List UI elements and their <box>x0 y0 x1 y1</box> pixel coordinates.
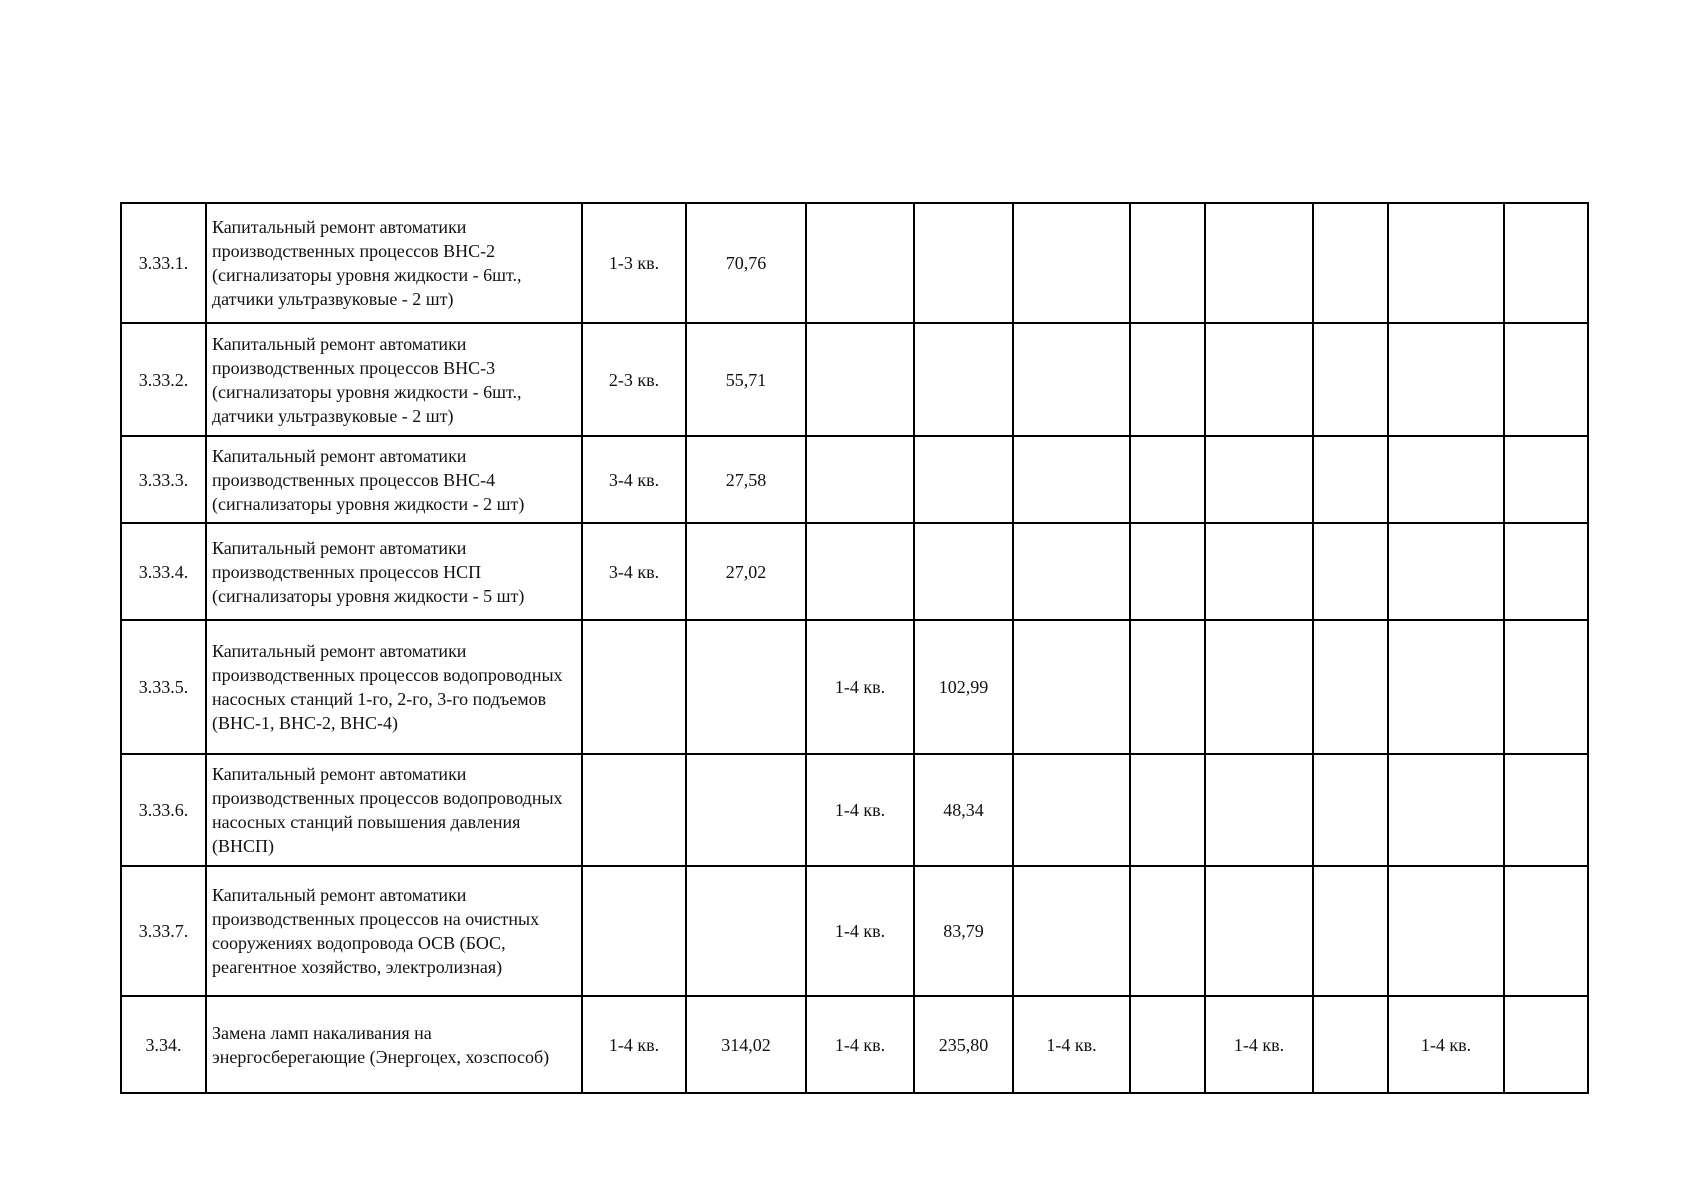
work-description-text: Капитальный ремонт автоматики производственных процессов водопроводных насосных станций 1-го, 2-го, 3-го подъемов (ВНС-1, ВНС-2, ВНС-4) <box>212 641 563 733</box>
value-cell <box>1504 996 1588 1093</box>
value-cell <box>1205 866 1313 996</box>
table-row <box>121 996 1588 1093</box>
value-cell <box>1205 523 1313 620</box>
value-cell <box>1313 523 1388 620</box>
value-cell <box>1313 996 1388 1093</box>
value-cell: 27,58 <box>686 436 806 523</box>
value-cell: 1-4 кв. <box>1388 996 1504 1093</box>
value-cell <box>914 203 1013 323</box>
value-cell: 1-4 кв. <box>1205 996 1313 1093</box>
value-cell <box>1013 203 1130 323</box>
value-cell: 3-4 кв. <box>582 436 686 523</box>
value-cell <box>1388 866 1504 996</box>
table-row <box>121 754 1588 866</box>
value-cell <box>1130 996 1205 1093</box>
value-cell <box>1205 754 1313 866</box>
value-cell <box>1013 523 1130 620</box>
row-number-cell: 3.34. <box>121 996 206 1093</box>
value-cell <box>1388 436 1504 523</box>
table-row <box>121 620 1588 754</box>
value-cell <box>914 436 1013 523</box>
value-cell <box>1013 323 1130 436</box>
value-cell <box>1205 620 1313 754</box>
value-cell <box>806 523 914 620</box>
table-row <box>121 436 1588 523</box>
value-cell: 102,99 <box>914 620 1013 754</box>
value-cell: 1-4 кв. <box>806 866 914 996</box>
work-description-text: Капитальный ремонт автоматики производственных процессов ВНС-2 (сигнализаторы уровня жидкости - 6шт., датчики ультразвуковые - 2 шт) <box>212 217 522 309</box>
value-cell: 1-4 кв. <box>806 620 914 754</box>
row-number-cell: 3.33.3. <box>121 436 206 523</box>
value-cell <box>686 754 806 866</box>
value-cell <box>1013 620 1130 754</box>
value-cell <box>1205 436 1313 523</box>
value-cell <box>1313 620 1388 754</box>
value-cell <box>1130 436 1205 523</box>
work-description-text: Капитальный ремонт автоматики производственных процессов водопроводных насосных станций повышения давления (ВНСП) <box>212 764 563 856</box>
work-description-text: Капитальный ремонт автоматики производственных процессов на очистных сооружениях водопровода ОСВ (БОС, реагентное хозяйство, электролизная) <box>212 885 540 977</box>
row-number-cell: 3.33.4. <box>121 523 206 620</box>
value-cell <box>686 866 806 996</box>
value-cell <box>1205 323 1313 436</box>
work-description-cell <box>206 523 582 620</box>
value-cell <box>806 203 914 323</box>
row-number-cell: 3.33.1. <box>121 203 206 323</box>
work-description-cell <box>206 436 582 523</box>
value-cell <box>806 436 914 523</box>
value-cell <box>1013 754 1130 866</box>
value-cell: 70,76 <box>686 203 806 323</box>
work-description-text: Капитальный ремонт автоматики производственных процессов ВНС-4 (сигнализаторы уровня жидкости - 2 шт) <box>212 445 525 514</box>
value-cell <box>1013 436 1130 523</box>
value-cell: 83,79 <box>914 866 1013 996</box>
works-table <box>120 202 1589 1094</box>
value-cell <box>582 754 686 866</box>
value-cell: 314,02 <box>686 996 806 1093</box>
value-cell: 55,71 <box>686 323 806 436</box>
value-cell: 1-4 кв. <box>806 996 914 1093</box>
value-cell <box>1313 866 1388 996</box>
row-number-cell: 3.33.5. <box>121 620 206 754</box>
value-cell: 1-4 кв. <box>582 996 686 1093</box>
value-cell <box>1130 523 1205 620</box>
value-cell <box>1504 323 1588 436</box>
table-body <box>121 203 1588 1093</box>
value-cell <box>1504 436 1588 523</box>
value-cell <box>1313 203 1388 323</box>
value-cell <box>1504 866 1588 996</box>
value-cell <box>1130 620 1205 754</box>
value-cell: 1-4 кв. <box>1013 996 1130 1093</box>
value-cell <box>1313 436 1388 523</box>
value-cell: 2-3 кв. <box>582 323 686 436</box>
row-number-cell: 3.33.6. <box>121 754 206 866</box>
work-description-cell <box>206 323 582 436</box>
value-cell <box>1130 754 1205 866</box>
value-cell: 3-4 кв. <box>582 523 686 620</box>
row-number-cell: 3.33.7. <box>121 866 206 996</box>
value-cell <box>1388 754 1504 866</box>
value-cell <box>1388 620 1504 754</box>
value-cell <box>1130 866 1205 996</box>
work-description-cell <box>206 620 582 754</box>
value-cell: 235,80 <box>914 996 1013 1093</box>
value-cell <box>1205 203 1313 323</box>
table-row <box>121 866 1588 996</box>
table-row <box>121 523 1588 620</box>
value-cell: 1-4 кв. <box>806 754 914 866</box>
value-cell <box>1504 523 1588 620</box>
value-cell <box>1313 323 1388 436</box>
value-cell <box>1130 203 1205 323</box>
value-cell <box>914 323 1013 436</box>
value-cell <box>1504 203 1588 323</box>
value-cell <box>1313 754 1388 866</box>
value-cell <box>1504 754 1588 866</box>
value-cell <box>914 523 1013 620</box>
value-cell: 1-3 кв. <box>582 203 686 323</box>
value-cell <box>582 620 686 754</box>
work-description-cell <box>206 203 582 323</box>
value-cell: 48,34 <box>914 754 1013 866</box>
value-cell <box>686 620 806 754</box>
work-description-text: Капитальный ремонт автоматики производственных процессов ВНС-3 (сигнализаторы уровня жидкости - 6шт., датчики ультразвуковые - 2 шт) <box>212 333 522 426</box>
work-description-cell <box>206 866 582 996</box>
value-cell <box>1504 620 1588 754</box>
work-description-text: Замена ламп накаливания на энергосберегающие (Энергоцех, хозспособ) <box>212 1022 550 1067</box>
value-cell <box>1013 866 1130 996</box>
work-description-cell <box>206 996 582 1093</box>
value-cell <box>1388 203 1504 323</box>
work-description-cell <box>206 754 582 866</box>
value-cell <box>1130 323 1205 436</box>
value-cell: 27,02 <box>686 523 806 620</box>
value-cell <box>582 866 686 996</box>
work-description-text: Капитальный ремонт автоматики производственных процессов НСП (сигнализаторы уровня жидкости - 5 шт) <box>212 537 525 606</box>
table-row <box>121 203 1588 323</box>
table-row <box>121 323 1588 436</box>
value-cell <box>1388 523 1504 620</box>
row-number-cell: 3.33.2. <box>121 323 206 436</box>
value-cell <box>1388 323 1504 436</box>
value-cell <box>806 323 914 436</box>
